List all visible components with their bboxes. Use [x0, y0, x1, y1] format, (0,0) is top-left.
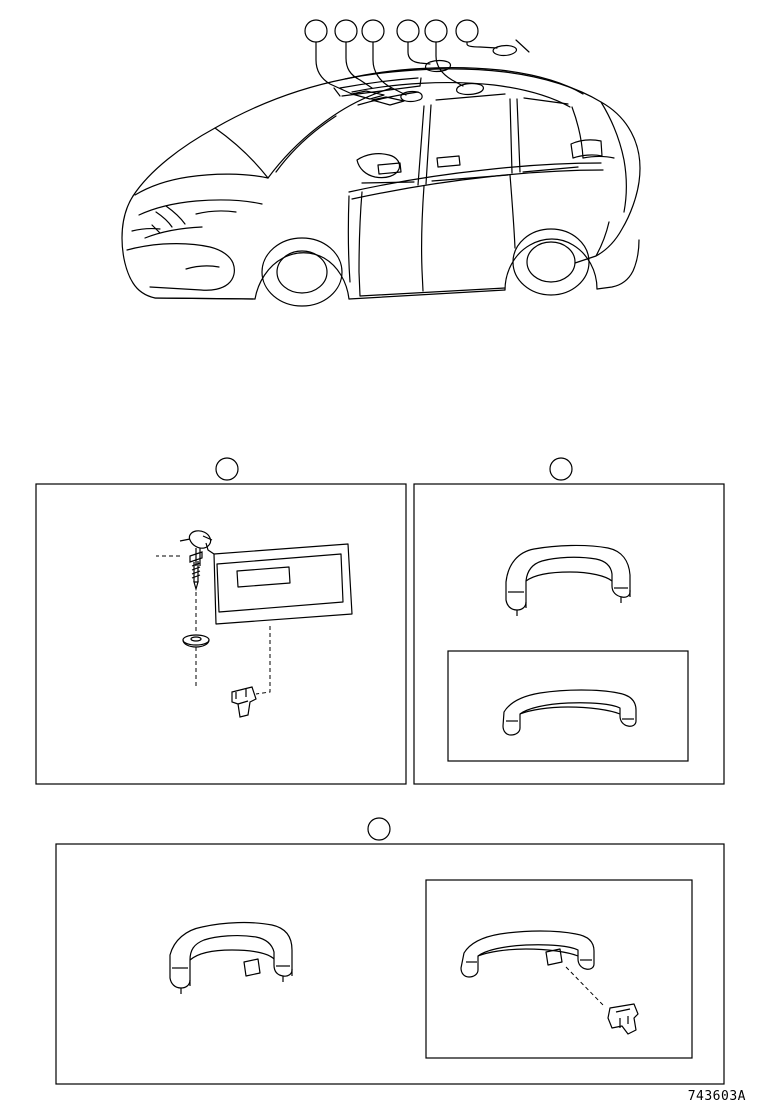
vehicle-illustration: [0, 0, 760, 440]
detail-panels: [0, 440, 760, 1100]
panel-2: [414, 458, 724, 784]
panel-3: [56, 818, 724, 1084]
diagram-code: 743603A: [687, 1089, 746, 1104]
panel-1: [36, 458, 406, 784]
